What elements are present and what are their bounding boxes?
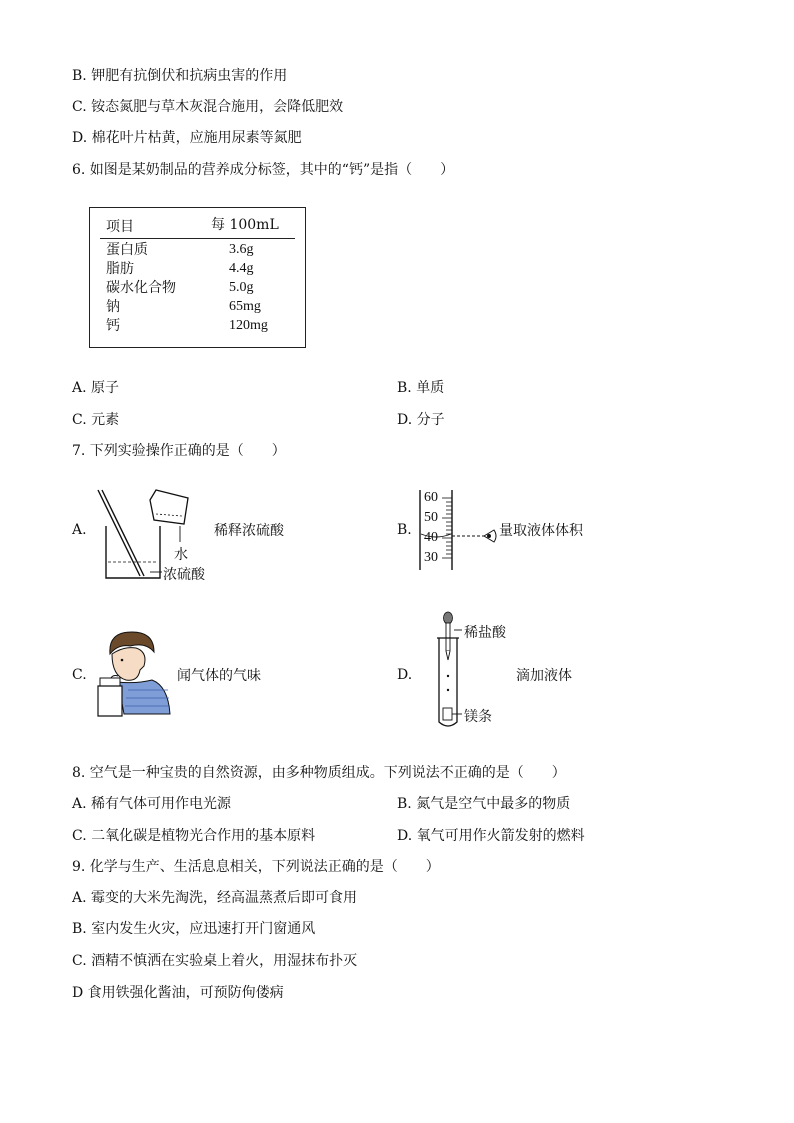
q9-option-c: C. 酒精不慎洒在实验桌上着火，用湿抹布扑灭	[72, 953, 358, 969]
q9-option-a: A. 霉变的大米先淘洗，经高温蒸煮后即可食用	[72, 890, 358, 906]
cylinder-tick-60: 60	[424, 490, 438, 505]
q7-option-d-letter: D.	[397, 667, 413, 683]
nutrition-row-name: 钠	[106, 299, 120, 315]
q6-stem: 6. 如图是某奶制品的营养成分标签，其中的“钙”是指（ ）	[72, 162, 455, 178]
q9-option-d: D 食用铁强化酱油，可预防佝偻病	[72, 985, 284, 1001]
nutrition-col-per: 每 100mL	[211, 217, 279, 233]
q9-option-b: B. 室内发生火灾，应迅速打开门窗通风	[72, 921, 316, 937]
nutrition-row-value: 4.4g	[229, 261, 254, 276]
cylinder-tick-30: 30	[424, 550, 438, 565]
q7-d-bottom-label: 镁条	[464, 709, 492, 725]
q7-d-top-label: 稀盐酸	[464, 625, 506, 641]
cylinder-tick-40: 40	[424, 530, 438, 545]
nutrition-row-value: 65mg	[229, 299, 261, 314]
q7-option-b-letter: B.	[397, 522, 412, 538]
q8-option-b: B. 氮气是空气中最多的物质	[397, 796, 571, 812]
q8-option-c: C. 二氧化碳是植物光合作用的基本原料	[72, 828, 316, 844]
nutrition-row-value: 5.0g	[229, 280, 254, 295]
q7-option-c-letter: C.	[72, 667, 87, 683]
q5-option-d: D. 棉花叶片枯黄，应施用尿素等氮肥	[72, 130, 302, 146]
nutrition-divider	[100, 238, 295, 239]
nutrition-row-value: 3.6g	[229, 242, 254, 257]
nutrition-row-name: 蛋白质	[106, 242, 148, 258]
nutrition-row-value: 120mg	[229, 318, 268, 333]
q7-b-caption: 量取液体体积	[499, 523, 583, 539]
nutrition-row-name: 钙	[106, 318, 120, 334]
cylinder-tick-50: 50	[424, 510, 438, 525]
q7-stem: 7. 下列实验操作正确的是（ ）	[72, 443, 286, 459]
q8-option-d: D. 氧气可用作火箭发射的燃料	[397, 828, 585, 844]
smelling-gas-illustration	[96, 628, 172, 718]
q6-option-d: D. 分子	[397, 412, 445, 428]
q7-d-caption: 滴加液体	[516, 668, 572, 684]
q7-a-acid-label: 浓硫酸	[163, 567, 205, 583]
q9-stem: 9. 化学与生产、生活息息相关，下列说法正确的是（ ）	[72, 859, 440, 875]
nutrition-col-item: 项目	[106, 219, 134, 235]
q5-option-c: C. 铵态氮肥与草木灰混合施用，会降低肥效	[72, 99, 344, 115]
q6-option-a: A. 原子	[72, 380, 120, 396]
q8-option-a: A. 稀有气体可用作电光源	[72, 796, 232, 812]
q8-stem: 8. 空气是一种宝贵的自然资源，由多种物质组成。下列说法不正确的是（ ）	[72, 765, 566, 781]
nutrition-row-name: 脂肪	[106, 261, 134, 277]
q6-option-c: C. 元素	[72, 412, 120, 428]
q7-option-a-letter: A.	[72, 522, 87, 538]
nutrition-label	[89, 207, 306, 348]
nutrition-row-name: 碳水化合物	[106, 280, 176, 296]
dropper-test-tube-illustration	[432, 610, 468, 732]
q7-c-caption: 闻气体的气味	[177, 668, 261, 684]
q5-option-b: B. 钾肥有抗倒伏和抗病虫害的作用	[72, 68, 288, 84]
q6-option-b: B. 单质	[397, 380, 445, 396]
q7-a-water-label: 水	[174, 547, 188, 563]
q7-a-caption: 稀释浓硫酸	[214, 523, 284, 539]
